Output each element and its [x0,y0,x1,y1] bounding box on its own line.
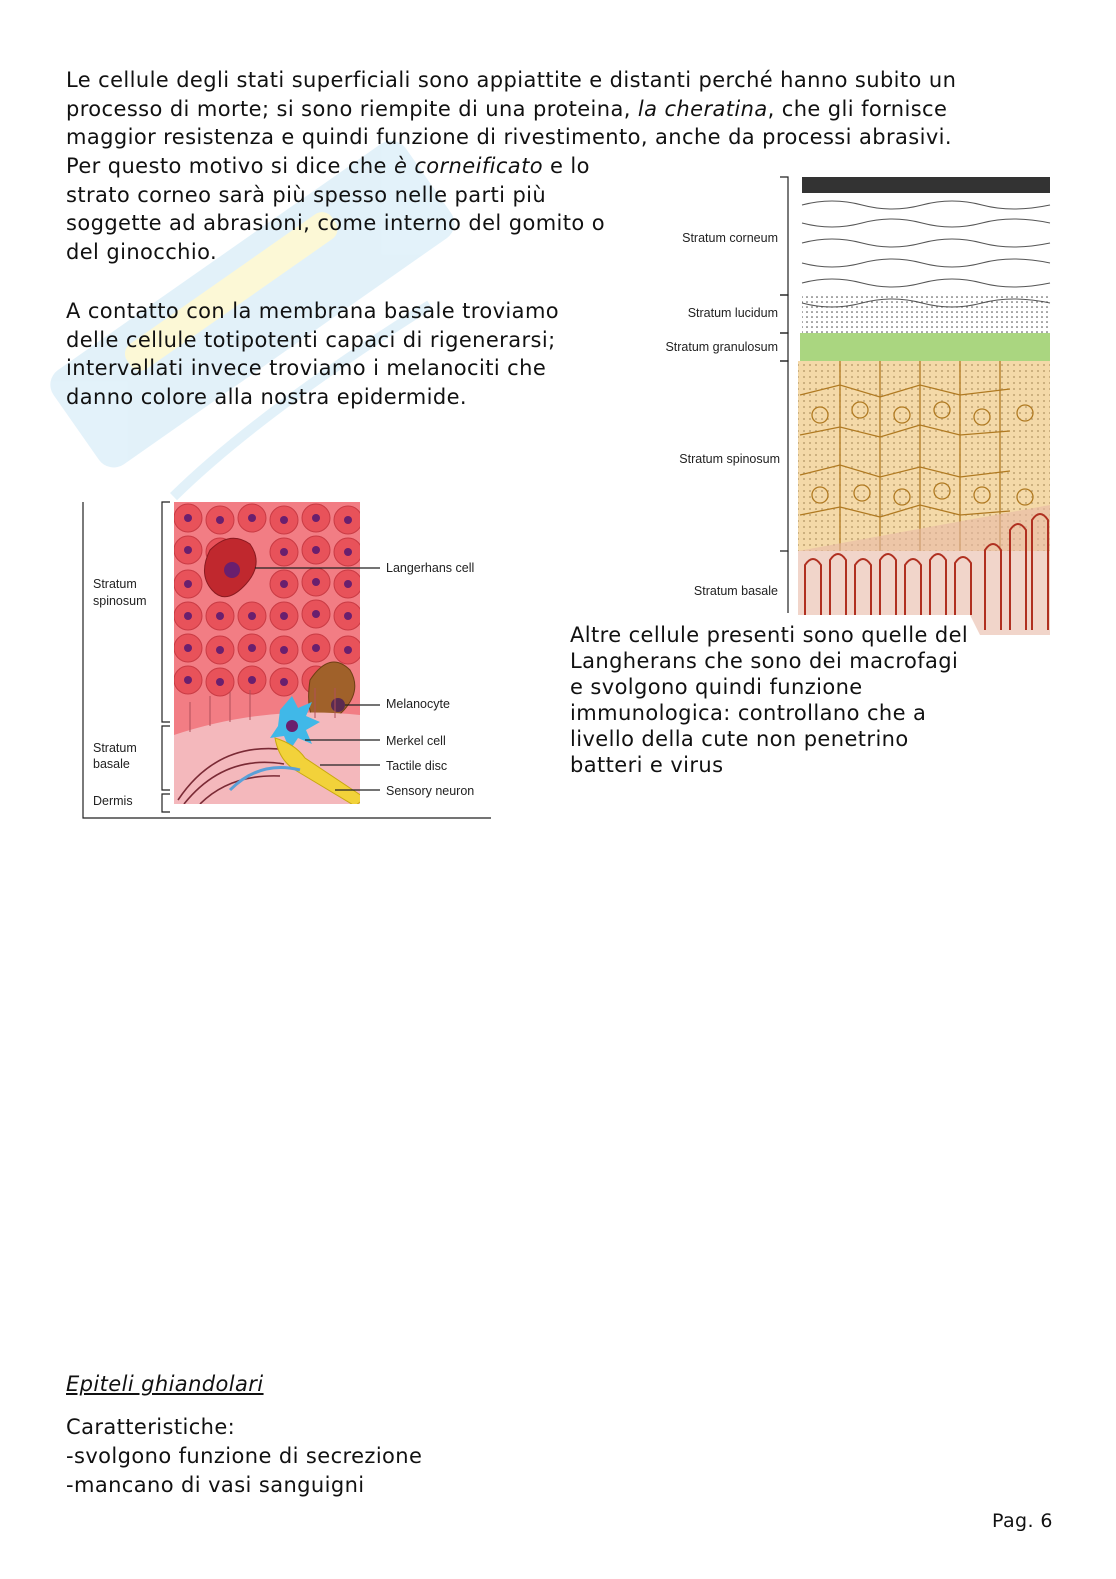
section-item-2: -mancano di vasi sanguigni [66,1473,365,1497]
corneum-layers [802,201,1050,307]
granulosum-layer [800,333,1050,361]
section-heading: Epiteli ghiandolari [66,1372,264,1396]
p2-emphasis: è corneificato [393,154,543,178]
p2-text-a: Per questo motivo si dice che [66,154,394,178]
p1-emphasis: la cheratina [637,96,768,121]
section-item-1: -svolgono funzione di secrezione [66,1444,423,1468]
skin-cells-figure [80,500,500,825]
paragraph-langherans: Altre cellule presenti sono quelle del Langherans che sono dei macrofagi e svolgono quindi funzione immunologica: controllano che a livello della cute non penetrino batteri e virus [570,623,969,777]
lucidum-layer [802,295,1050,333]
label-sensory-neuron: Sensory neuron [386,784,475,798]
label-tactile-disc: Tactile disc [386,759,448,773]
corneum-top-band [802,177,1050,193]
label-stratum-granulosum: Stratum granulosum [665,340,778,354]
label-langerhans: Langerhans cell [386,561,475,575]
paragraph-cheratina [66,66,1006,152]
label-dermis: Dermis [93,794,133,808]
label-stratum-spinosum: Stratum spinosum [679,452,780,466]
label-stratum-corneum: Stratum corneum [682,231,778,245]
section-subheading: Caratteristiche: [66,1415,236,1439]
label-merkel: Merkel cell [386,734,446,748]
page-number: Pag. 6 [992,1510,1053,1532]
label-melanocyte: Melanocyte [386,697,450,711]
label-stratum-word-2: Stratum [93,741,137,755]
label-basale-word: basale [93,757,130,771]
label-stratum-spinosum-left [93,577,137,591]
label-spinosum-word: spinosum [93,594,147,608]
paragraph-corneificato [66,152,626,266]
label-stratum-lucidum: Stratum lucidum [687,306,778,320]
label-stratum-basale: Stratum basale [693,584,778,598]
p2-text-b: e lo strato corneo sarà più spesso nelle parti più soggette ad abrasioni, come interno del gomito o del ginocchio. [66,154,606,264]
epidermis-layers-figure [640,165,1060,645]
label-stratum-word: Stratum [93,577,137,591]
p1-text: Le cellule degli stati superficiali sono appiattite e distanti perché hanno subito un processo di morte; si sono riempite di una proteina, [66,68,957,121]
p1-end: , che gli fornisce maggior resistenza e quindi funzione di rivestimento, anche da processi abrasivi. [66,96,952,149]
paragraph-membrana-basale: A contatto con la membrana basale troviamo delle cellule totipotenti capaci di rigenerarsi; intervallati invece troviamo i melanociti che danno colore alla nostra epidermide. [66,299,560,409]
